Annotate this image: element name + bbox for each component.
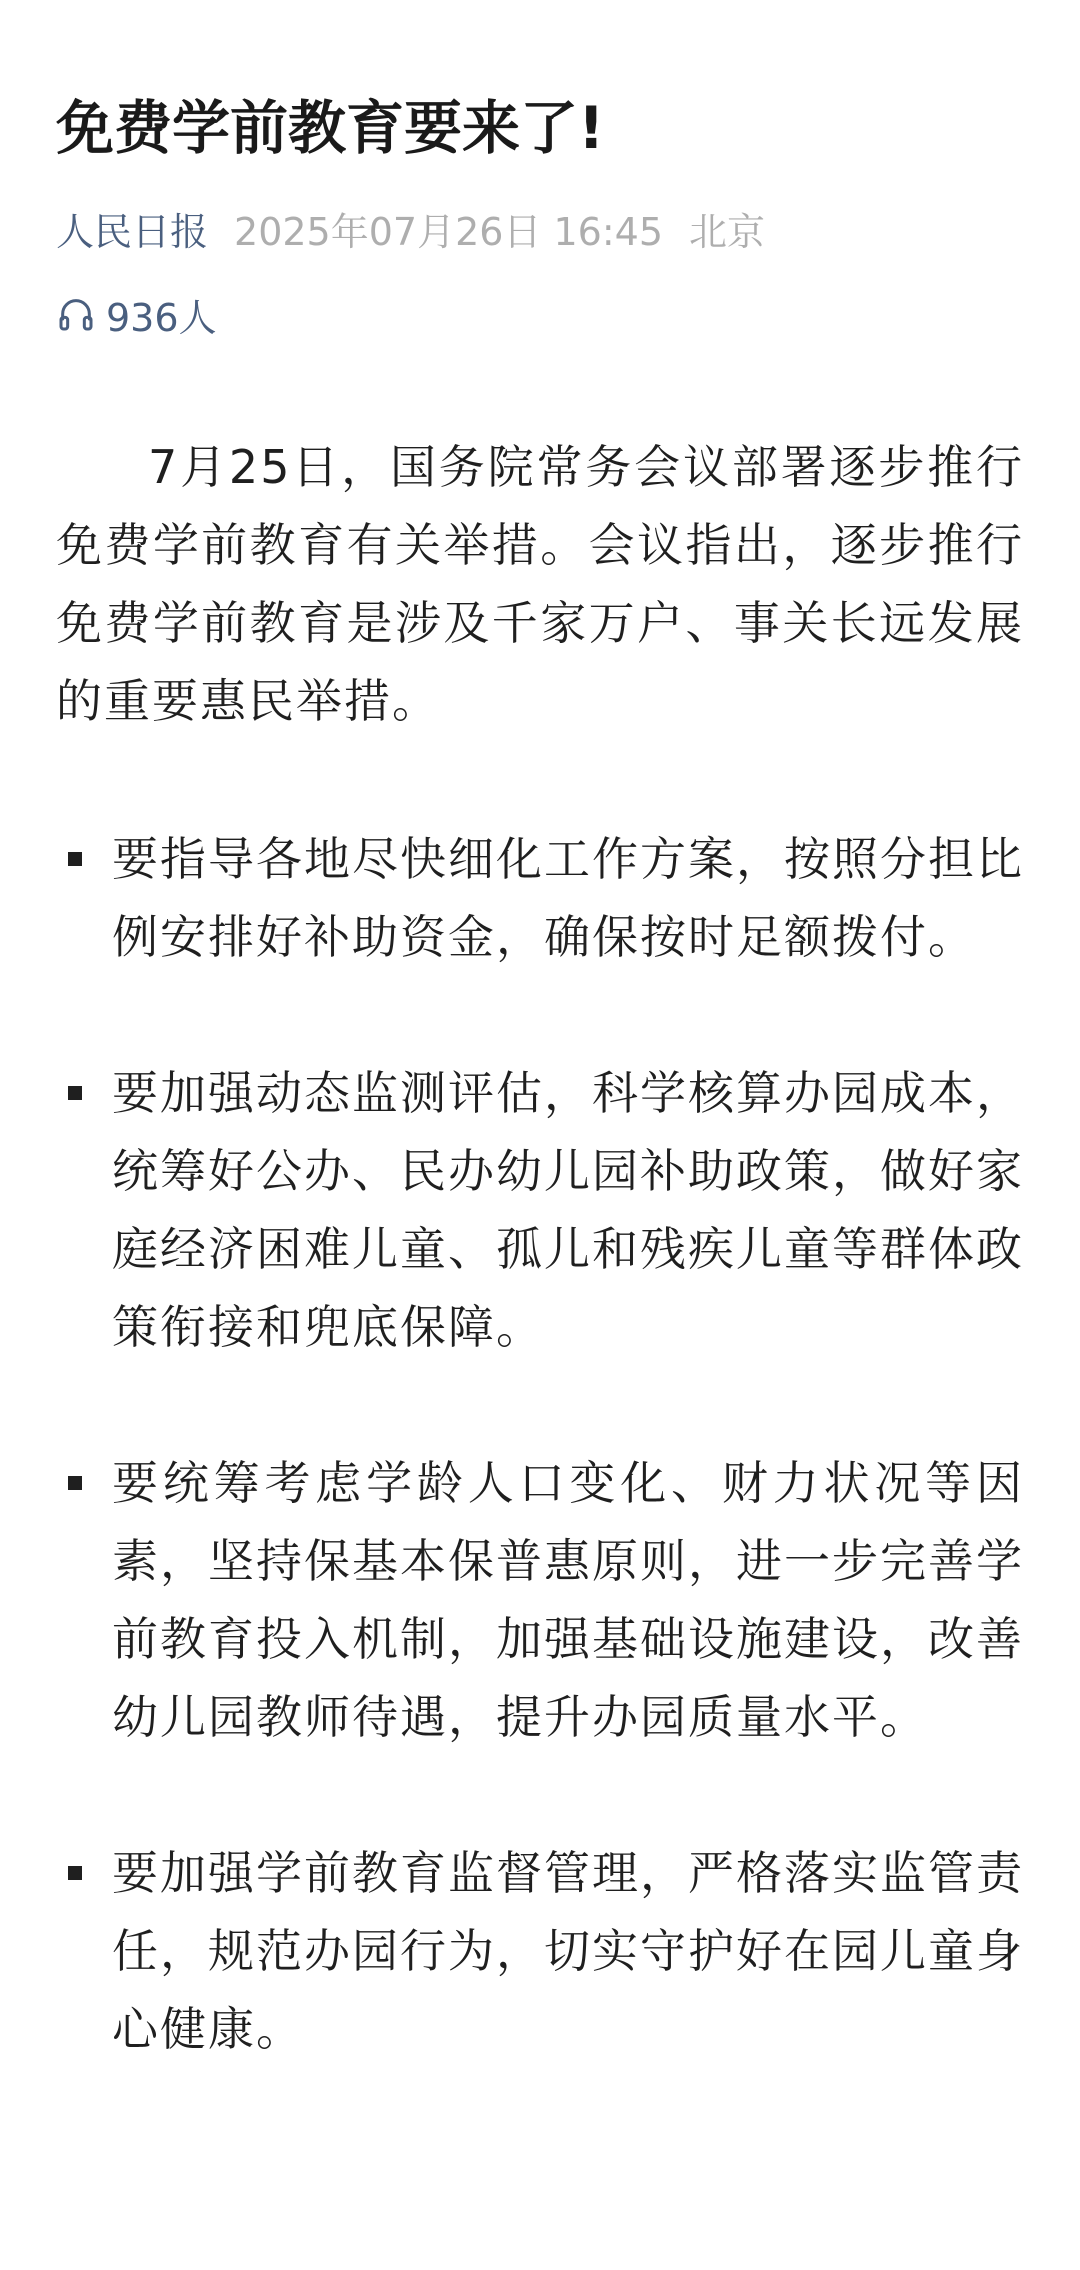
list-item-text: 要加强动态监测评估，科学核算办园成本，统筹好公办、民办幼儿园补助政策，做好家庭经济困难儿童、孤儿和残疾儿童等群体政策衔接和兜底保障。 [112,1066,1024,1354]
headphones-icon [56,294,96,334]
bullet-list [56,820,1024,2068]
article-meta [56,204,765,260]
publish-location: 北京 [689,210,766,254]
list-item-text: 要统筹考虑学龄人口变化、财力状况等因素，坚持保基本保普惠原则，进一步完善学前教育投入机制，加强基础设施建设，改善幼儿园教师待遇，提升办园质量水平。 [112,1456,1024,1744]
bullet-marker [68,1086,82,1100]
article-body [56,428,1024,2068]
article-title: 免费学前教育要来了! [56,94,605,162]
intro-paragraph: 7月25日，国务院常务会议部署逐步推行免费学前教育有关举措。会议指出，逐步推行免费学前教育是涉及千家万户、事关长远发展的重要惠民举措。 [56,440,1024,728]
bullet-marker [68,1866,82,1880]
source-link[interactable]: 人民日报 [56,210,209,254]
bullet-marker [68,852,82,866]
listen-button[interactable] [56,286,217,342]
publish-datetime: 2025年07月26日 16:45 [234,210,664,254]
list-item [56,1834,1024,2068]
list-item [56,1054,1024,1366]
list-item-text: 要指导各地尽快细化工作方案，按照分担比例安排好补助资金，确保按时足额拨付。 [112,832,1024,964]
list-item [56,820,1024,976]
list-item-text: 要加强学前教育监督管理，严格落实监管责任，规范办园行为，切实守护好在园儿童身心健康。 [112,1846,1024,2056]
bullet-marker [68,1476,82,1490]
listen-count: 936人 [106,295,217,340]
list-item [56,1444,1024,1756]
